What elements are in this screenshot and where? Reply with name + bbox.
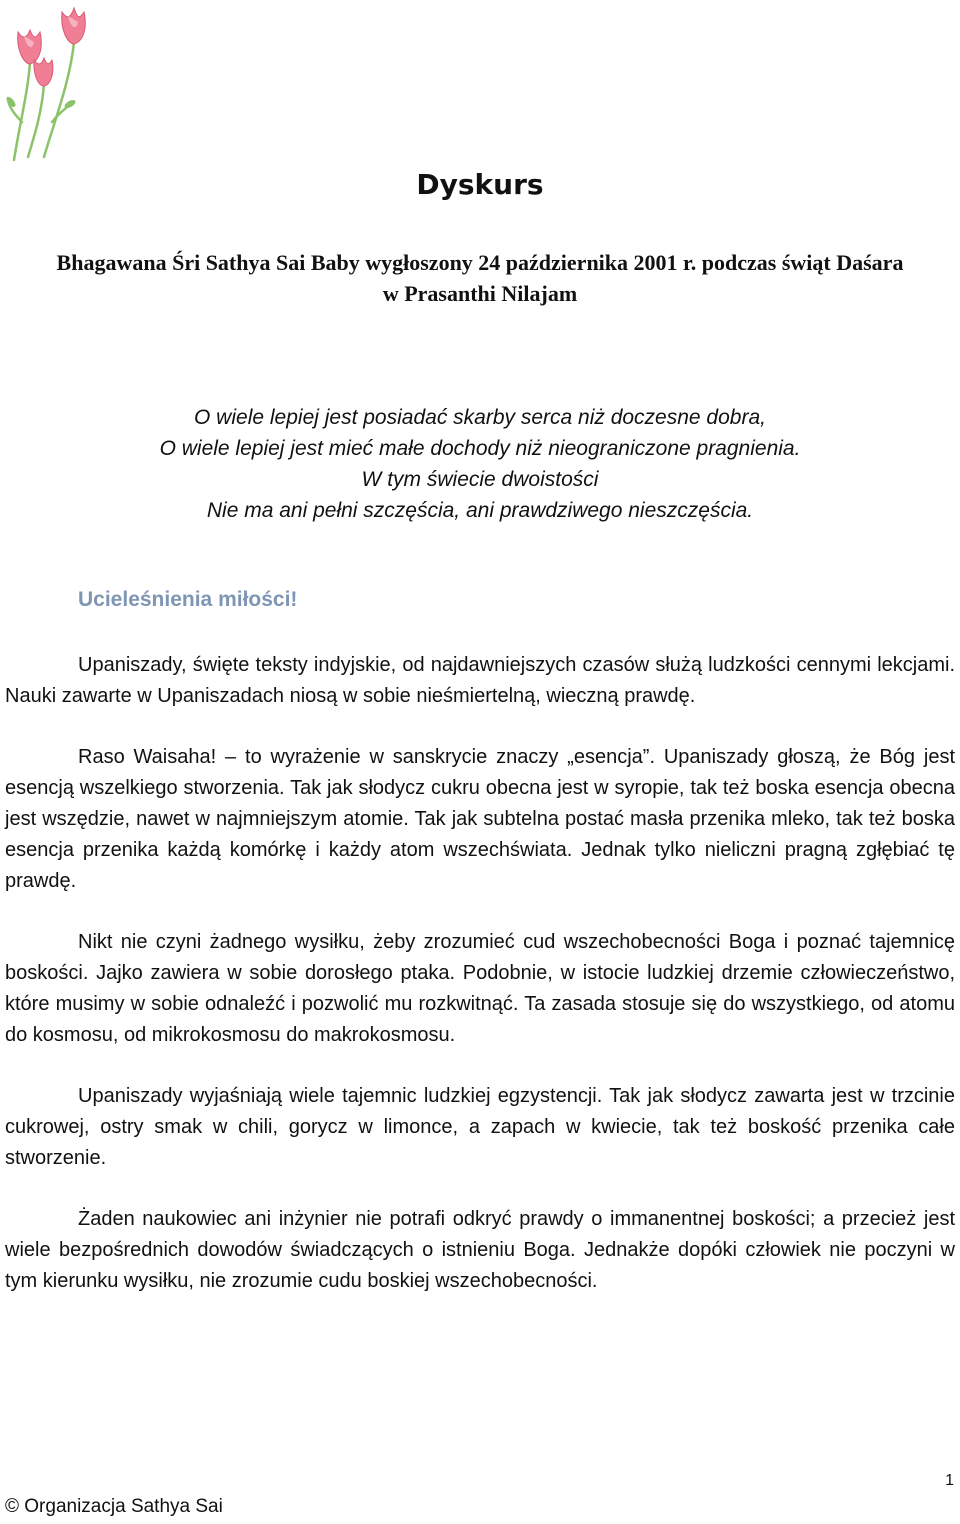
subtitle-line: w Prasanthi Nilajam: [382, 281, 578, 306]
body-paragraph: Upaniszady wyjaśniają wiele tajemnic ludzkiej egzystencji. Tak jak słodycz zawarta jest w trzcinie cukrowej, ostry smak w chili, gorycz w limonce, a zapach w kwiecie, tak też boskość przenika całe stworzenie.: [5, 1085, 955, 1169]
poem-line: Nie ma ani pełni szczęścia, ani prawdziwego nieszczęścia.: [206, 499, 754, 522]
footer-copyright: © Organizacja Sathya Sai: [5, 1496, 223, 1517]
page-title: Dyskurs: [416, 168, 544, 201]
poem-line: W tym świecie dwoistości: [361, 468, 599, 491]
body-paragraph: Nikt nie czyni żadnego wysiłku, żeby zrozumieć cud wszechobecności Boga i poznać tajemnicę boskości. Jajko zawiera w sobie dorosłego ptaka. Podobnie, w istocie ludzkiej drzemie człowieczeństwo, które musimy w sobie odnaleźć i pozwolić mu rozkwitnąć. Ta zasada stosuje się do wszystkiego, od atomu do kosmosu, od mikrokosmosu do makrokosmosu.: [5, 931, 955, 1046]
greeting-heading: Ucieleśnienia miłości!: [78, 588, 298, 611]
poem-quote: [0, 402, 960, 526]
subtitle-line: Bhagawana Śri Sathya Sai Baby wygłoszony 24 października 2001 r. podczas świąt Daśara: [56, 250, 904, 275]
page-number: 1: [945, 1472, 954, 1489]
poem-line: O wiele lepiej jest posiadać skarby serca niż doczesne dobra,: [194, 406, 766, 429]
discourse-body: [5, 650, 955, 1327]
body-paragraph: Upaniszady, święte teksty indyjskie, od najdawniejszych czasów służą ludzkości cennymi lekcjami. Nauki zawarte w Upaniszadach niosą w sobie nieśmiertelną, wieczną prawdę.: [5, 654, 955, 707]
roses-icon: [2, 2, 102, 162]
body-paragraph: Raso Waisaha! – to wyrażenie w sanskrycie znaczy „esencja”. Upaniszady głoszą, że Bóg jest esencją wszelkiego stworzenia. Tak jak słodycz cukru obecna jest w syropie, tak też boska esencja obecna jest wszędzie, nawet w najmniejszym atomie. Tak jak subtelna postać masła przenika mleko, tak też boska esencja przenika każdą komórkę i każdy atom wszechświata. Jednak tylko nieliczni pragną zgłębiać tę prawdę.: [5, 746, 955, 892]
body-paragraph: Żaden naukowiec ani inżynier nie potrafi odkryć prawdy o immanentnej boskości; a przecież jest wiele bezpośrednich dowodów świadczących o istnieniu Boga. Jednakże dopóki człowiek nie poczyni w tym kierunku wysiłku, nie zrozumie cudu boskiej wszechobecności.: [5, 1208, 955, 1292]
poem-line: O wiele lepiej jest mieć małe dochody niż nieograniczone pragnienia.: [159, 437, 801, 460]
document-subtitle: [0, 247, 960, 309]
